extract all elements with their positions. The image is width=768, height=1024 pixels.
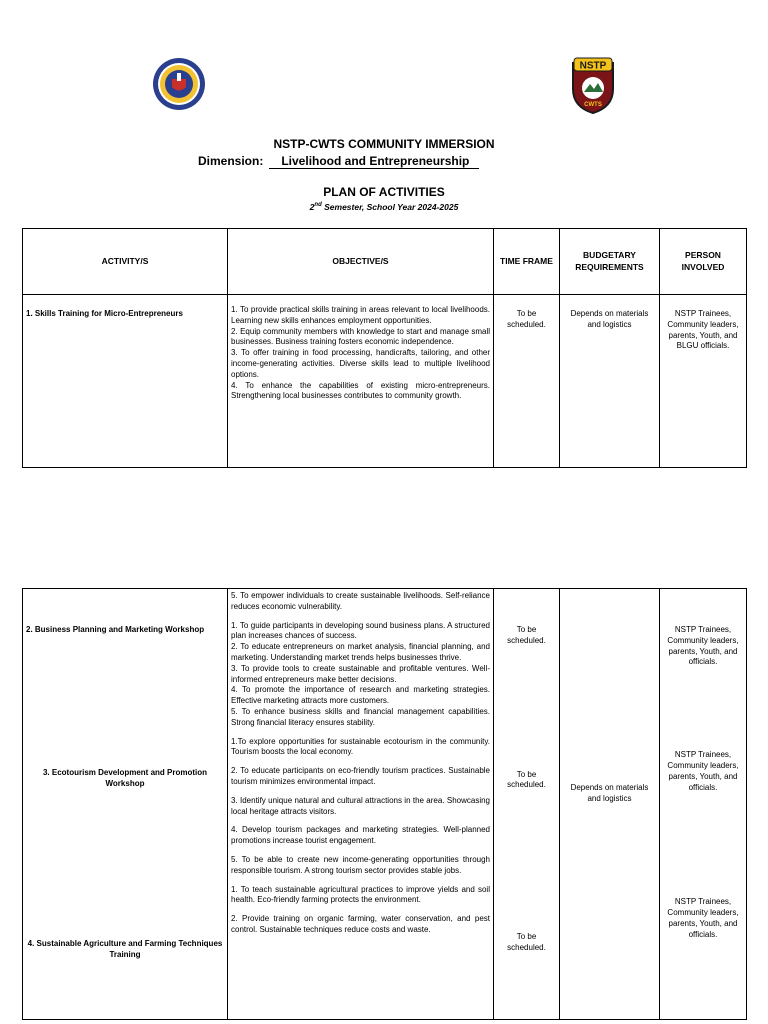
objective-item: 2. Equip community members with knowledge to start and manage small businesses. Business training fosters economic independence. — [231, 326, 490, 347]
document-title: NSTP-CWTS COMMUNITY IMMERSION — [273, 137, 495, 151]
objective-item: 1.To explore opportunities for sustainable ecotourism in the community. Tourism boosts the local economy. — [231, 736, 490, 757]
time-frame-row3: To be scheduled. — [507, 769, 546, 790]
objective-item: 5. To enhance business skills and financial management capabilities. Strong financial literacy ensures stability. — [231, 706, 490, 727]
objective-item: 3. To offer training in food processing, handicrafts, tailoring, and other income-generating activities. Diverse skills lead to multiple livelihood options. — [231, 348, 490, 379]
plan-title: PLAN OF ACTIVITIES — [323, 185, 445, 199]
persons-row3: NSTP Trainees, Community leaders, parents, Youth, and officials. — [667, 750, 739, 792]
objectives-cell — [228, 589, 494, 1020]
objective-item: 4. Develop tourism packages and marketing strategies. Well-planned promotions increase tourist engagement. — [231, 825, 490, 846]
activity-sustainable-agriculture: 4. Sustainable Agriculture and Farming Techniques Training — [27, 939, 223, 960]
col-header-objective: OBJECTIVE/S — [228, 229, 494, 295]
objective-item: 5. To empower individuals to create sustainable livelihoods. Self-reliance reduces economic vulnerability. — [231, 591, 490, 611]
objective-item: 5. To be able to create new income-generating opportunities through responsible tourism. A strong tourism sector provides stable jobs. — [231, 854, 490, 875]
objective-item: 1. To provide practical skills training in areas relevant to local livelihoods. Learning new skills enhances employment opportunities. — [231, 305, 490, 325]
time-frame-cell: To be scheduled. — [494, 295, 560, 468]
objective-item: 1. To guide participants in developing sound business plans. A structured plan increases chances of success. — [231, 620, 490, 641]
objective-item: 3. Identify unique natural and cultural attractions in the area. Showcasing local heritage attracts visitors. — [231, 795, 490, 816]
nstp-cwts-shield-logo — [570, 55, 616, 115]
semester-line — [0, 202, 768, 212]
objective-item: 2. To educate participants on eco-friendly tourism practices. Sustainable tourism minimizes environmental impact. — [231, 766, 490, 786]
objective-item: 3. To provide tools to create sustainable and profitable ventures. Well-informed entrepreneurs make better decisions. — [231, 663, 490, 684]
activity-business-planning: 2. Business Planning and Marketing Workshop — [26, 625, 205, 634]
semester-sup: nd — [314, 202, 322, 209]
dimension-label: Dimension: — [198, 154, 264, 168]
objective-item: 1. To teach sustainable agricultural practices to improve yields and soil health. Eco-friendly farming protects the environment. — [231, 884, 490, 905]
table-header-row — [23, 229, 747, 295]
col-header-person: PERSON INVOLVED — [660, 229, 747, 295]
persons-row2: NSTP Trainees, Community leaders, parents, Youth, and officials. — [667, 625, 739, 667]
dimension-value: Livelihood and Entrepreneurship — [269, 154, 479, 169]
persons-cell — [660, 589, 747, 1020]
persons-cell: NSTP Trainees, Community leaders, parents, Youth, and BLGU officials. — [660, 295, 747, 468]
activities-table-page1 — [22, 228, 747, 468]
objectives-cell — [228, 295, 494, 468]
col-header-activity: ACTIVITY/S — [23, 229, 228, 295]
col-header-budget: BUDGETARY REQUIREMENTS — [560, 229, 660, 295]
activities-table-page2 — [22, 588, 747, 1020]
dimension-line — [198, 154, 479, 169]
objective-item: 2. Provide training on organic farming, water conservation, and pest control. Sustainable techniques reduce costs and waste. — [231, 914, 490, 934]
col-header-time-frame: TIME FRAME — [494, 229, 560, 295]
persons-row4: NSTP Trainees, Community leaders, parents, Youth, and officials. — [667, 897, 739, 939]
semester-ordinal: 2 — [309, 202, 315, 212]
objective-item: 4. To enhance the capabilities of existing micro-entrepreneurs. Strengthening local businesses contributes to community growth. — [231, 380, 490, 401]
nstp-logo-text: NSTP — [579, 60, 607, 72]
table-row — [23, 589, 747, 1020]
objective-item: 2. To educate entrepreneurs on market analysis, financial planning, and marketing. Understanding market trends helps businesses thrive. — [231, 642, 490, 662]
activity-cell — [23, 589, 228, 1020]
objective-item: 4. To promote the importance of research and marketing strategies. Effective marketing attracts more customers. — [231, 685, 490, 706]
budget-row3: Depends on materials and logistics — [570, 783, 649, 803]
semester-rest: Semester, School Year 2024-2025 — [321, 202, 459, 212]
time-frame-cell — [494, 589, 560, 1020]
table-row — [23, 295, 747, 468]
activity-ecotourism: 3. Ecotourism Development and Promotion Workshop — [42, 767, 208, 788]
budget-cell: Depends on materials and logistics — [560, 295, 660, 468]
time-frame-row2: To be scheduled. — [507, 625, 546, 645]
cwts-logo-text: CWTS — [584, 102, 602, 108]
activity-cell: 1. Skills Training for Micro-Entrepreneurs — [23, 295, 228, 468]
budget-cell — [560, 589, 660, 1020]
university-seal-logo — [152, 57, 206, 111]
time-frame-row4: To be scheduled. — [507, 932, 546, 952]
